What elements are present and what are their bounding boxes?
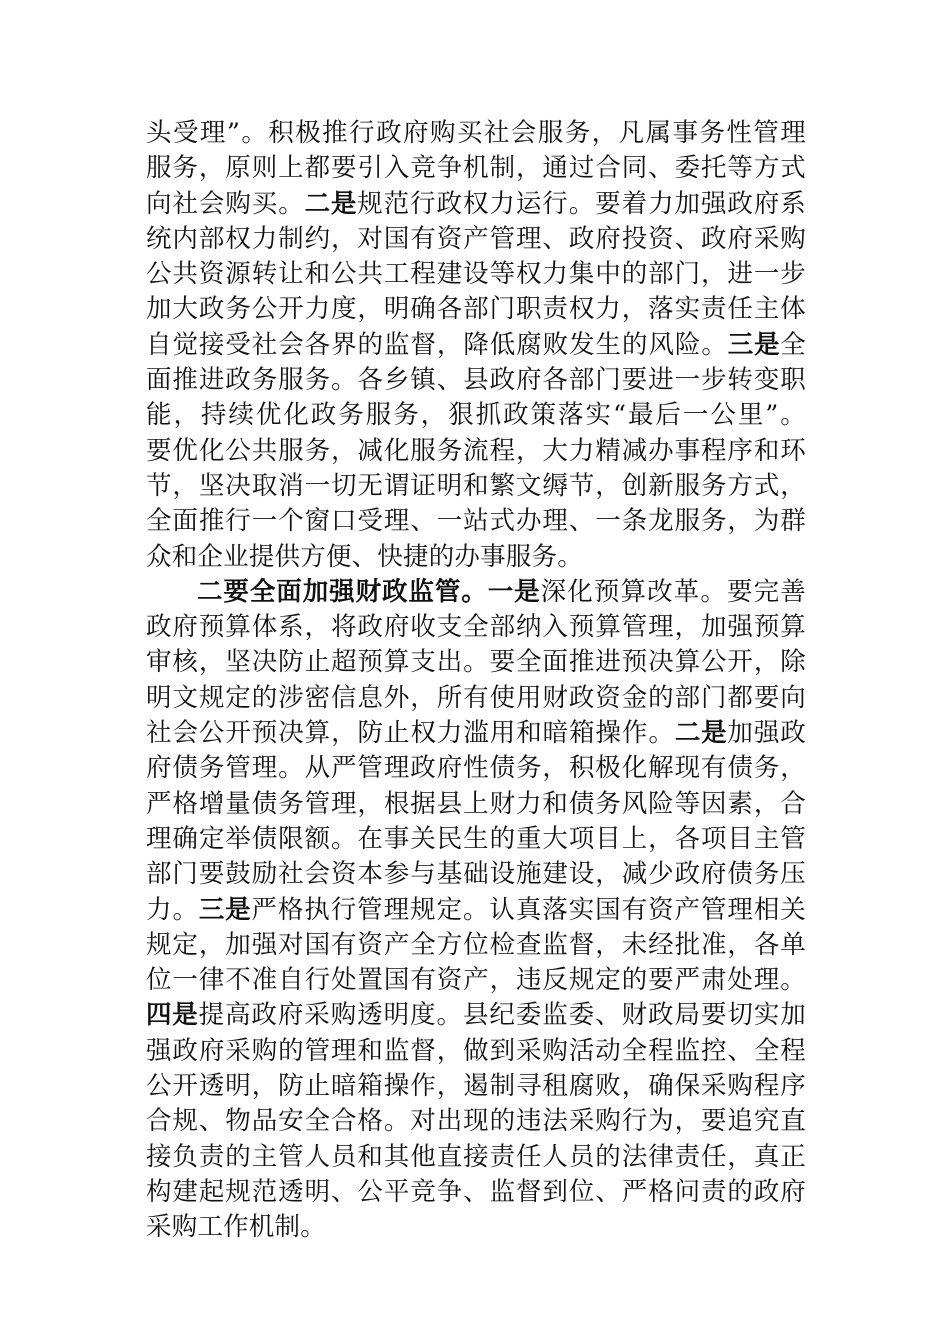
text-line: 加大政务公开力度，明确各部门职责权力，落实责任主体 <box>146 294 806 325</box>
text-line: 二要全面加强财政监管。一是深化预算改革。要完善 <box>197 576 806 607</box>
text-line: 节，坚决取消一切无谓证明和繁文缛节，创新服务方式， <box>146 470 806 501</box>
ordinal-label: 三是 <box>727 329 781 360</box>
section-heading: 二要全面加强财政监管。 <box>197 576 488 607</box>
ordinal-label: 四是 <box>146 1000 199 1031</box>
text-line: 面推进政务服务。各乡镇、县政府各部门要进一步转变职 <box>146 365 806 396</box>
text-line: 明文规定的涉密信息外，所有使用财政资金的部门都要向 <box>146 682 806 713</box>
text-line: 理确定举债限额。在事关民生的重大项目上，各项目主管 <box>146 823 806 854</box>
text-line: 向社会购买。二是规范行政权力运行。要着力加强政府系 <box>146 188 806 219</box>
text-line: 统内部权力制约，对国有资产管理、政府投资、政府采购 <box>146 223 806 254</box>
text-line: 公开透明，防止暗箱操作，遏制寻租腐败，确保采购程序 <box>146 1071 806 1102</box>
text-line: 位一律不准自行处置国有资产，违反规定的要严肃处理。 <box>146 965 806 996</box>
text-line: 府债务管理。从严管理政府性债务，积极化解现有债务， <box>146 753 806 784</box>
text-line: 要优化公共服务，减化服务流程，大力精减办事程序和环 <box>146 435 806 466</box>
text-line: 自觉接受社会各界的监督，降低腐败发生的风险。三是全 <box>146 329 806 360</box>
document-page <box>146 116 806 1246</box>
text-line: 政府预算体系，将政府收支全部纳入预算管理，加强预算 <box>146 612 806 643</box>
text-line: 规定，加强对国有资产全方位检查监督，未经批准，各单 <box>146 929 806 960</box>
text-line: 四是提高政府采购透明度。县纪委监委、财政局要切实加 <box>146 1000 806 1031</box>
text-line: 接负责的主管人员和其他直接责任人员的法律责任，真正 <box>146 1141 806 1172</box>
text-line: 审核，坚决防止超预算支出。要全面推进预决算公开，除 <box>146 647 806 678</box>
text-line: 众和企业提供方便、快捷的办事服务。 <box>146 541 583 572</box>
text-line: 能，持续优化政务服务，狠抓政策落实“最后一公里”。 <box>146 400 806 431</box>
text-line: 社会公开预决算，防止权力滥用和暗箱操作。二是加强政 <box>146 718 806 749</box>
ordinal-label: 二是 <box>674 718 728 749</box>
ordinal-label: 一是 <box>487 576 541 607</box>
paragraph-1 <box>146 116 806 575</box>
text-line: 部门要鼓励社会资本参与基础设施建设，减少政府债务压 <box>146 859 806 890</box>
text-line: 严格增量债务管理，根据县上财力和债务风险等因素，合 <box>146 788 806 819</box>
text-line: 强政府采购的管理和监督，做到采购活动全程监控、全程 <box>146 1035 806 1066</box>
text-line: 合规、物品安全合格。对出现的违法采购行为，要追究直 <box>146 1106 806 1137</box>
text-line: 全面推行一个窗口受理、一站式办理、一条龙服务，为群 <box>146 506 806 537</box>
text-line: 力。三是严格执行管理规定。认真落实国有资产管理相关 <box>146 894 806 925</box>
text-line: 构建起规范透明、公平竞争、监督到位、严格问责的政府 <box>146 1176 806 1207</box>
text-line: 头受理”。积极推行政府购买社会服务，凡属事务性管理 <box>146 118 806 148</box>
text-line: 公共资源转让和公共工程建设等权力集中的部门，进一步 <box>146 259 806 290</box>
ordinal-label: 三是 <box>198 894 252 925</box>
text-line: 服务，原则上都要引入竞争机制，通过合同、委托等方式 <box>146 153 806 184</box>
ordinal-label: 二是 <box>304 188 358 219</box>
text-line: 采购工作机制。 <box>146 1212 326 1243</box>
paragraph-2 <box>146 575 806 1246</box>
